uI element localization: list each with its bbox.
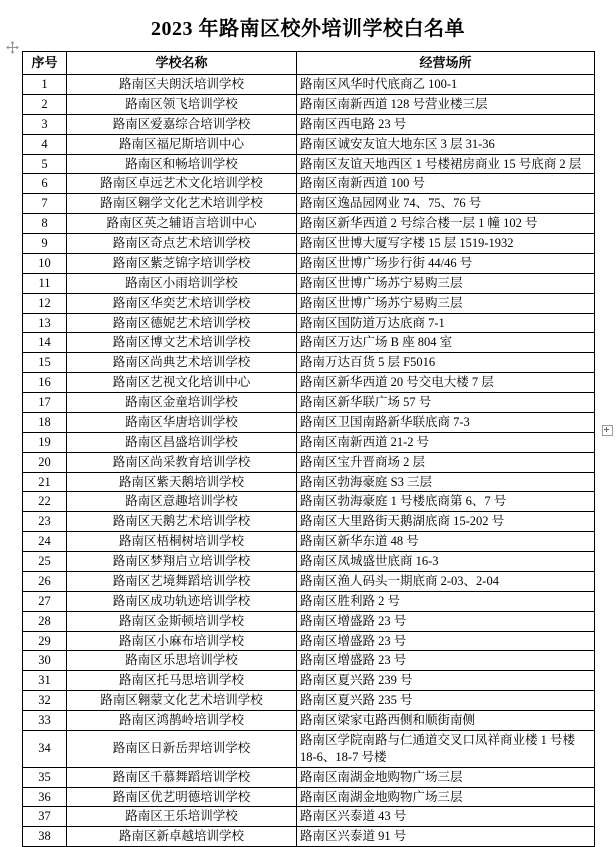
table-row — [23, 194, 595, 214]
cell-index: 34 — [23, 730, 67, 767]
cell-index: 27 — [23, 591, 67, 611]
table-body — [23, 75, 595, 847]
cell-index: 7 — [23, 194, 67, 214]
table-row — [23, 651, 595, 671]
cell-location: 路南区南新西道 21-2 号 — [297, 432, 595, 452]
table-row — [23, 611, 595, 631]
cell-school-name: 路南区紫芝锦字培训学校 — [67, 253, 297, 273]
cell-index: 19 — [23, 432, 67, 452]
cell-location: 路南区学院南路与仁通道交叉口凤祥商业楼 1 号楼 18-6、18-7 号楼 — [297, 730, 595, 767]
cell-location: 路南区世博大厦写字楼 15 层 1519-1932 — [297, 234, 595, 254]
cell-school-name: 路南区托马思培训学校 — [67, 671, 297, 691]
cell-index: 29 — [23, 631, 67, 651]
table-container — [0, 51, 616, 847]
cell-index: 23 — [23, 512, 67, 532]
cell-school-name: 路南区尚典艺术培训学校 — [67, 353, 297, 373]
cell-school-name: 路南区翱蒙文化艺术培训学校 — [67, 691, 297, 711]
table-row — [23, 114, 595, 134]
cell-index: 28 — [23, 611, 67, 631]
cell-location: 路南区卫国南路新华联底商 7-3 — [297, 412, 595, 432]
cell-location: 路南区增盛路 23 号 — [297, 651, 595, 671]
table-row — [23, 787, 595, 807]
table-row — [23, 253, 595, 273]
table-row — [23, 671, 595, 691]
cell-school-name: 路南区领飞培训学校 — [67, 94, 297, 114]
cell-index: 35 — [23, 767, 67, 787]
cell-index: 22 — [23, 492, 67, 512]
cell-school-name: 路南区尚采教育培训学校 — [67, 452, 297, 472]
column-header-school-name: 学校名称 — [67, 52, 297, 75]
cell-school-name: 路南区小雨培训学校 — [67, 273, 297, 293]
cell-school-name: 路南区福尼斯培训中心 — [67, 134, 297, 154]
cell-school-name: 路南区奇点艺术培训学校 — [67, 234, 297, 254]
cell-index: 18 — [23, 412, 67, 432]
cell-school-name: 路南区王乐培训学校 — [67, 807, 297, 827]
cell-location: 路南区兴泰道 91 号 — [297, 827, 595, 847]
cell-location: 路南区逸品园网业 74、75、76 号 — [297, 194, 595, 214]
cell-school-name: 路南区卓远艺术文化培训学校 — [67, 174, 297, 194]
cell-index: 24 — [23, 532, 67, 552]
cell-index: 13 — [23, 313, 67, 333]
table-row — [23, 512, 595, 532]
cell-location: 路南区新华西道 20 号交电大楼 7 层 — [297, 373, 595, 393]
cell-location: 路南区渔人码头一期底商 2-03、2-04 — [297, 571, 595, 591]
cell-school-name: 路南区优艺明德培训学校 — [67, 787, 297, 807]
table-row — [23, 393, 595, 413]
table-row — [23, 75, 595, 95]
cell-school-name: 路南区梧桐树培训学校 — [67, 532, 297, 552]
table-row — [23, 432, 595, 452]
cell-location: 路南区夏兴路 235 号 — [297, 691, 595, 711]
cell-school-name: 路南区博文艺术培训学校 — [67, 333, 297, 353]
cell-index: 1 — [23, 75, 67, 95]
table-row — [23, 154, 595, 174]
cell-school-name: 路南区梦翔启立培训学校 — [67, 552, 297, 572]
cell-school-name: 路南区昌盛培训学校 — [67, 432, 297, 452]
table-row — [23, 711, 595, 731]
cell-school-name: 路南区金童培训学校 — [67, 393, 297, 413]
resize-marker-icon[interactable] — [602, 425, 613, 436]
cell-location: 路南区新华西道 2 号综合楼一层 1 幢 102 号 — [297, 214, 595, 234]
cell-index: 3 — [23, 114, 67, 134]
table-row — [23, 807, 595, 827]
cell-location: 路南区万达广场 B 座 804 室 — [297, 333, 595, 353]
cell-school-name: 路南区成功轨迹培训学校 — [67, 591, 297, 611]
table-row — [23, 472, 595, 492]
cell-location: 路南区新华联广场 57 号 — [297, 393, 595, 413]
page-title: 2023 年路南区校外培训学校白名单 — [151, 18, 465, 40]
cell-index: 6 — [23, 174, 67, 194]
table-row — [23, 767, 595, 787]
cell-location: 路南区世博广场步行街 44/46 号 — [297, 253, 595, 273]
cell-index: 21 — [23, 472, 67, 492]
cell-school-name: 路南区紫天鹅培训学校 — [67, 472, 297, 492]
table-row — [23, 333, 595, 353]
cell-index: 10 — [23, 253, 67, 273]
cell-index: 4 — [23, 134, 67, 154]
cell-school-name: 路南区夫朗沃培训学校 — [67, 75, 297, 95]
table-row — [23, 94, 595, 114]
table-row — [23, 591, 595, 611]
cell-school-name: 路南区华唐培训学校 — [67, 412, 297, 432]
table-row — [23, 273, 595, 293]
cell-school-name: 路南区德妮艺术培训学校 — [67, 313, 297, 333]
cell-location: 路南区友谊天地西区 1 号楼裙房商业 15 号底商 2 层 — [297, 154, 595, 174]
cell-location: 路南万达百货 5 层 F5016 — [297, 353, 595, 373]
cell-school-name: 路南区日新岳羿培训学校 — [67, 730, 297, 767]
cell-location: 路南区风华时代底商乙 100-1 — [297, 75, 595, 95]
cell-school-name: 路南区新卓越培训学校 — [67, 827, 297, 847]
cell-index: 16 — [23, 373, 67, 393]
cell-location: 路南区勃海豪庭 S3 三层 — [297, 472, 595, 492]
cell-school-name: 路南区天鹅艺术培训学校 — [67, 512, 297, 532]
cell-location: 路南区南新西道 100 号 — [297, 174, 595, 194]
cell-index: 14 — [23, 333, 67, 353]
cell-location: 路南区诚安友谊大地东区 3 层 31-36 — [297, 134, 595, 154]
table-row — [23, 452, 595, 472]
cell-index: 32 — [23, 691, 67, 711]
table-row — [23, 730, 595, 767]
cell-school-name: 路南区鸿鹊岭培训学校 — [67, 711, 297, 731]
cell-location: 路南区世博广场苏宁易购三层 — [297, 293, 595, 313]
cell-index: 33 — [23, 711, 67, 731]
cell-location: 路南区增盛路 23 号 — [297, 611, 595, 631]
cell-index: 25 — [23, 552, 67, 572]
cell-location: 路南区世博广场苏宁易购三层 — [297, 273, 595, 293]
cell-index: 15 — [23, 353, 67, 373]
move-handle-icon[interactable] — [6, 41, 19, 54]
table-row — [23, 691, 595, 711]
table-row — [23, 214, 595, 234]
cell-index: 12 — [23, 293, 67, 313]
cell-index: 11 — [23, 273, 67, 293]
cell-index: 37 — [23, 807, 67, 827]
cell-school-name: 路南区小麻布培训学校 — [67, 631, 297, 651]
cell-school-name: 路南区和畅培训学校 — [67, 154, 297, 174]
table-row — [23, 492, 595, 512]
column-header-location: 经营场所 — [297, 52, 595, 75]
cell-location: 路南区南新西道 128 号营业楼三层 — [297, 94, 595, 114]
cell-school-name: 路南区翱学文化艺术培训学校 — [67, 194, 297, 214]
cell-school-name: 路南区千慕舞蹈培训学校 — [67, 767, 297, 787]
cell-location: 路南区南湖金地购物广场三层 — [297, 767, 595, 787]
cell-index: 31 — [23, 671, 67, 691]
cell-location: 路南区宝升晋商场 2 层 — [297, 452, 595, 472]
table-row — [23, 827, 595, 847]
cell-location: 路南区梁家屯路西侧和顺街南侧 — [297, 711, 595, 731]
cell-location: 路南区凤城盛世底商 16-3 — [297, 552, 595, 572]
cell-location: 路南区西电路 23 号 — [297, 114, 595, 134]
table-row — [23, 313, 595, 333]
cell-school-name: 路南区爱嘉综合培训学校 — [67, 114, 297, 134]
cell-index: 17 — [23, 393, 67, 413]
cell-location: 路南区大里路街天鹅湖底商 15-202 号 — [297, 512, 595, 532]
table-row — [23, 552, 595, 572]
table-header-row — [23, 52, 595, 75]
table-row — [23, 293, 595, 313]
cell-location: 路南区夏兴路 239 号 — [297, 671, 595, 691]
cell-school-name: 路南区意趣培训学校 — [67, 492, 297, 512]
cell-school-name: 路南区艺视文化培训中心 — [67, 373, 297, 393]
table-row — [23, 134, 595, 154]
column-header-index: 序号 — [23, 52, 67, 75]
cell-index: 26 — [23, 571, 67, 591]
table-row — [23, 174, 595, 194]
cell-index: 2 — [23, 94, 67, 114]
cell-school-name: 路南区金斯顿培训学校 — [67, 611, 297, 631]
cell-index: 5 — [23, 154, 67, 174]
cell-index: 38 — [23, 827, 67, 847]
cell-school-name: 路南区艺境舞蹈培训学校 — [67, 571, 297, 591]
table-row — [23, 373, 595, 393]
cell-location: 路南区兴泰道 43 号 — [297, 807, 595, 827]
cell-index: 30 — [23, 651, 67, 671]
cell-index: 9 — [23, 234, 67, 254]
school-whitelist-table — [22, 51, 595, 847]
table-row — [23, 631, 595, 651]
cell-location: 路南区胜利路 2 号 — [297, 591, 595, 611]
cell-school-name: 路南区英之辅语言培训中心 — [67, 214, 297, 234]
cell-location: 路南区国防道万达底商 7-1 — [297, 313, 595, 333]
cell-index: 36 — [23, 787, 67, 807]
table-row — [23, 234, 595, 254]
cell-location: 路南区增盛路 23 号 — [297, 631, 595, 651]
cell-location: 路南区新华东道 48 号 — [297, 532, 595, 552]
table-row — [23, 571, 595, 591]
table-row — [23, 412, 595, 432]
table-row — [23, 532, 595, 552]
table-row — [23, 353, 595, 373]
cell-index: 8 — [23, 214, 67, 234]
cell-index: 20 — [23, 452, 67, 472]
cell-school-name: 路南区乐思培训学校 — [67, 651, 297, 671]
cell-location: 路南区勃海豪庭 1 号楼底商第 6、7 号 — [297, 492, 595, 512]
cell-school-name: 路南区华奕艺术培训学校 — [67, 293, 297, 313]
cell-location: 路南区南湖金地购物广场三层 — [297, 787, 595, 807]
